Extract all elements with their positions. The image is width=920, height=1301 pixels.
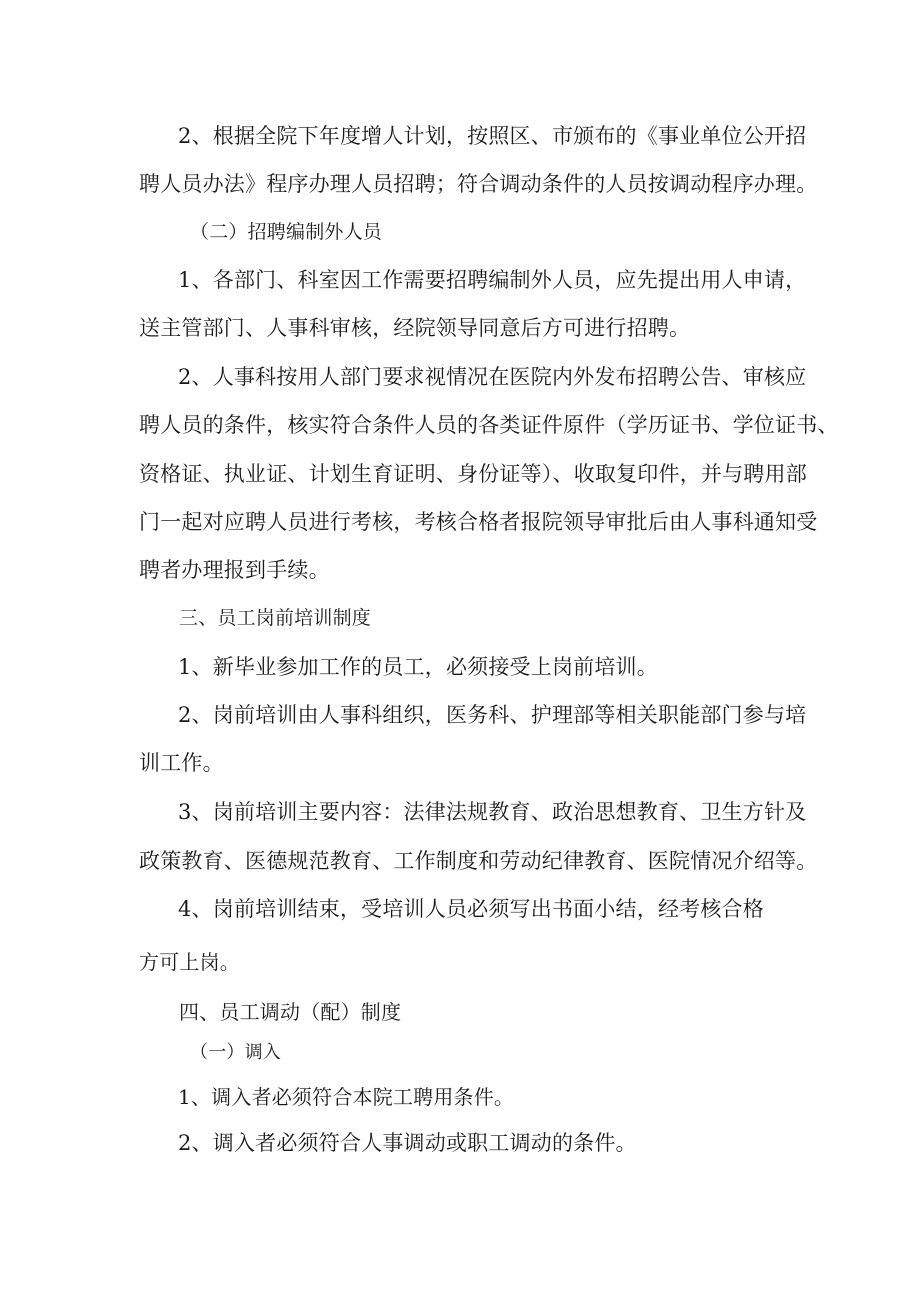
- paragraph-line: 4、岗前培训结束，受培训人员必须写出书面小结，经考核合格: [178, 897, 764, 921]
- paragraph-line: 送主管部门、人事科审核，经院领导同意后方可进行招聘。: [139, 316, 691, 340]
- paragraph-line: 3、岗前培训主要内容：法律法规教育、政治思想教育、卫生方针及: [178, 800, 807, 824]
- paragraph-line: 门一起对应聘人员进行考核，考核合格者报院领导审批后由人事科通知受: [139, 510, 818, 534]
- paragraph-line: 方可上岗。: [139, 950, 240, 974]
- paragraph-line: 2、人事科按用人部门要求视情况在医院内外发布招聘公告、审核应: [178, 365, 807, 389]
- paragraph-line: 聘者办理报到手续。: [139, 558, 330, 582]
- paragraph-line: 1、各部门、科室因工作需要招聘编制外人员，应先提出用人申请，: [178, 268, 807, 292]
- subsection-heading: （二）招聘编制外人员: [190, 221, 383, 243]
- paragraph-line: 训工作。: [139, 751, 224, 775]
- paragraph-line: 资格证、执业证、计划生育证明、身份证等）、收取复印件，并与聘用部: [139, 462, 807, 486]
- paragraph-line: 政策教育、医德规范教育、工作制度和劳动纪律教育、医院情况介绍等。: [139, 849, 818, 873]
- paragraph-line: 1、调入者必须符合本院工聘用条件。: [178, 1085, 515, 1109]
- section-heading: 三、员工岗前培训制度: [179, 607, 372, 629]
- paragraph-line: 2、调入者必须符合人事调动或职工调动的条件。: [178, 1131, 637, 1155]
- section-heading: 四、员工调动（配）制度: [179, 1000, 402, 1024]
- paragraph-line: 聘人员办法》程序办理人员招聘；符合调动条件的人员按调动程序办理。: [139, 172, 818, 196]
- paragraph-line: 2、岗前培训由人事科组织，医务科、护理部等相关职能部门参与培: [178, 703, 807, 727]
- paragraph-line: 聘人员的条件，核实符合条件人员的各类证件原件（学历证书、学位证书、: [139, 413, 839, 437]
- subsection-heading: （一）调入: [190, 1042, 281, 1063]
- paragraph-line: 2、根据全院下年度增人计划，按照区、市颁布的《事业单位公开招: [178, 124, 807, 148]
- paragraph-line: 1、新毕业参加工作的员工，必须接受上岗前培训。: [178, 655, 658, 679]
